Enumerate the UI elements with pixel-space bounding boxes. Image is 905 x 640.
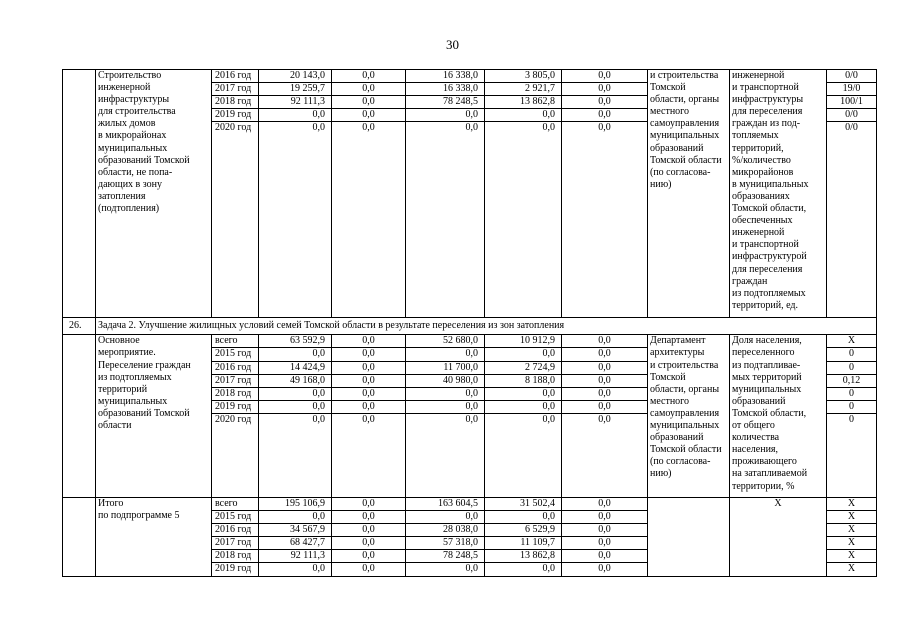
executor-cell [648,497,730,576]
year-cell: всего [212,335,259,348]
other-cell: 0,0 [562,497,648,510]
local-cell: 13 862,8 [485,96,562,109]
regional-cell: 0,0 [406,413,485,497]
value-cell: 0 [827,387,877,400]
local-cell: 3 805,0 [485,70,562,83]
regional-cell: 0,0 [406,122,485,318]
value-cell: 0 [827,400,877,413]
value-cell: X [827,497,877,510]
other-cell: 0,0 [562,387,648,400]
total-cell: 19 259,7 [259,83,332,96]
table-row [63,497,877,510]
regional-cell: 16 338,0 [406,70,485,83]
local-cell: 0,0 [485,109,562,122]
local-cell: 0,0 [485,563,562,576]
value-cell: 19/0 [827,83,877,96]
federal-cell: 0,0 [332,400,406,413]
value-cell: 0/0 [827,109,877,122]
total-cell: 20 143,0 [259,70,332,83]
regional-cell: 78 248,5 [406,550,485,563]
regional-cell: 11 700,0 [406,361,485,374]
federal-cell: 0,0 [332,83,406,96]
local-cell: 10 912,9 [485,335,562,348]
value-cell: X [827,511,877,524]
total-cell: 63 592,9 [259,335,332,348]
total-cell: 0,0 [259,400,332,413]
other-cell: 0,0 [562,400,648,413]
regional-cell: 40 980,0 [406,374,485,387]
indicator-cell: Доля населения, переселенного из подтапливае- мых территорий муниципальных образований Томской области, от общего количества населения, проживающего на затапливаемой территории, % [730,335,827,498]
year-cell: 2015 год [212,511,259,524]
value-cell: X [827,563,877,576]
local-cell: 0,0 [485,400,562,413]
year-cell: 2016 год [212,70,259,83]
row-number-cell [63,497,96,576]
regional-cell: 0,0 [406,563,485,576]
other-cell: 0,0 [562,361,648,374]
total-cell: 14 424,9 [259,361,332,374]
value-cell: 0 [827,361,877,374]
other-cell: 0,0 [562,96,648,109]
value-cell: 0 [827,348,877,361]
description-cell: Основное мероприятие. Переселение граждан из подтопляемых территорий муниципальных образований Томской области [96,335,212,498]
local-cell: 31 502,4 [485,497,562,510]
row-number-cell [63,70,96,318]
year-cell: 2015 год [212,348,259,361]
value-cell: 0/0 [827,70,877,83]
regional-cell: 78 248,5 [406,96,485,109]
federal-cell: 0,0 [332,550,406,563]
local-cell: 2 921,7 [485,83,562,96]
total-cell: 34 567,9 [259,524,332,537]
description-cell: Строительство инженерной инфраструктуры для строительства жилых домов в микрорайонах муниципальных образований Томской области, не попа- дающих в зону затопления (подтопления) [96,70,212,318]
year-cell: 2017 год [212,374,259,387]
regional-cell: 57 318,0 [406,537,485,550]
total-cell: 0,0 [259,122,332,318]
value-cell: X [827,550,877,563]
regional-cell: 0,0 [406,387,485,400]
other-cell: 0,0 [562,524,648,537]
federal-cell: 0,0 [332,361,406,374]
value-cell: X [827,335,877,348]
federal-cell: 0,0 [332,387,406,400]
total-cell: 68 427,7 [259,537,332,550]
task-row [63,318,877,335]
total-cell: 0,0 [259,511,332,524]
other-cell: 0,0 [562,537,648,550]
year-cell: 2019 год [212,400,259,413]
year-cell: 2020 год [212,122,259,318]
indicator-cell: инженерной и транспортной инфраструктуры для переселения граждан из под- топляемых территорий, %/количество микрорайонов в муниципальных образованиях Томской области, обеспеченных инженерной и транспортной инфраструктурой для переселения граждан из подтопляемых территорий, ед. [730,70,827,318]
program-table [62,69,877,577]
federal-cell: 0,0 [332,109,406,122]
year-cell: 2017 год [212,537,259,550]
local-cell: 0,0 [485,413,562,497]
year-cell: 2018 год [212,550,259,563]
page-number: 30 [446,37,459,52]
year-cell: всего [212,497,259,510]
regional-cell: 0,0 [406,348,485,361]
value-cell: 0 [827,413,877,497]
total-cell: 0,0 [259,387,332,400]
federal-cell: 0,0 [332,122,406,318]
total-cell: 0,0 [259,348,332,361]
federal-cell: 0,0 [332,413,406,497]
local-cell: 13 862,8 [485,550,562,563]
regional-cell: 28 038,0 [406,524,485,537]
year-cell: 2018 год [212,387,259,400]
other-cell: 0,0 [562,70,648,83]
regional-cell: 0,0 [406,511,485,524]
other-cell: 0,0 [562,335,648,348]
federal-cell: 0,0 [332,335,406,348]
total-cell: 0,0 [259,413,332,497]
regional-cell: 16 338,0 [406,83,485,96]
regional-cell: 163 604,5 [406,497,485,510]
year-cell: 2016 год [212,361,259,374]
executor-cell: и строительства Томской области, органы местного самоуправления муниципальных образований Томской области (по согласова- нию) [648,70,730,318]
indicator-cell: X [730,497,827,576]
description-cell: Итого по подпрограмме 5 [96,497,212,576]
local-cell: 0,0 [485,122,562,318]
total-cell: 49 168,0 [259,374,332,387]
other-cell: 0,0 [562,563,648,576]
federal-cell: 0,0 [332,511,406,524]
value-cell: 0/0 [827,122,877,318]
federal-cell: 0,0 [332,524,406,537]
other-cell: 0,0 [562,374,648,387]
federal-cell: 0,0 [332,374,406,387]
value-cell: 0,12 [827,374,877,387]
year-cell: 2019 год [212,109,259,122]
year-cell: 2016 год [212,524,259,537]
row-number-cell [63,335,96,498]
value-cell: 100/1 [827,96,877,109]
federal-cell: 0,0 [332,537,406,550]
table-body [63,70,877,577]
local-cell: 8 188,0 [485,374,562,387]
local-cell: 0,0 [485,511,562,524]
year-cell: 2019 год [212,563,259,576]
year-cell: 2018 год [212,96,259,109]
other-cell: 0,0 [562,511,648,524]
total-cell: 195 106,9 [259,497,332,510]
other-cell: 0,0 [562,413,648,497]
local-cell: 2 724,9 [485,361,562,374]
local-cell: 11 109,7 [485,537,562,550]
regional-cell: 0,0 [406,109,485,122]
year-cell: 2017 год [212,83,259,96]
local-cell: 0,0 [485,387,562,400]
value-cell: X [827,537,877,550]
federal-cell: 0,0 [332,348,406,361]
other-cell: 0,0 [562,109,648,122]
table-row [63,70,877,83]
local-cell: 6 529,9 [485,524,562,537]
federal-cell: 0,0 [332,96,406,109]
regional-cell: 52 680,0 [406,335,485,348]
local-cell: 0,0 [485,348,562,361]
federal-cell: 0,0 [332,497,406,510]
other-cell: 0,0 [562,122,648,318]
total-cell: 0,0 [259,563,332,576]
table-row [63,335,877,348]
executor-cell: Департамент архитектуры и строительства Томской области, органы местного самоуправления муниципальных образований Томской области (по согласова- нию) [648,335,730,498]
total-cell: 92 111,3 [259,550,332,563]
federal-cell: 0,0 [332,563,406,576]
other-cell: 0,0 [562,348,648,361]
federal-cell: 0,0 [332,70,406,83]
other-cell: 0,0 [562,83,648,96]
total-cell: 92 111,3 [259,96,332,109]
task-number: 26. [63,318,96,335]
value-cell: X [827,524,877,537]
task-text: Задача 2. Улучшение жилищных условий семей Томской области в результате переселения из зон затопления [96,318,877,335]
other-cell: 0,0 [562,550,648,563]
total-cell: 0,0 [259,109,332,122]
year-cell: 2020 год [212,413,259,497]
regional-cell: 0,0 [406,400,485,413]
